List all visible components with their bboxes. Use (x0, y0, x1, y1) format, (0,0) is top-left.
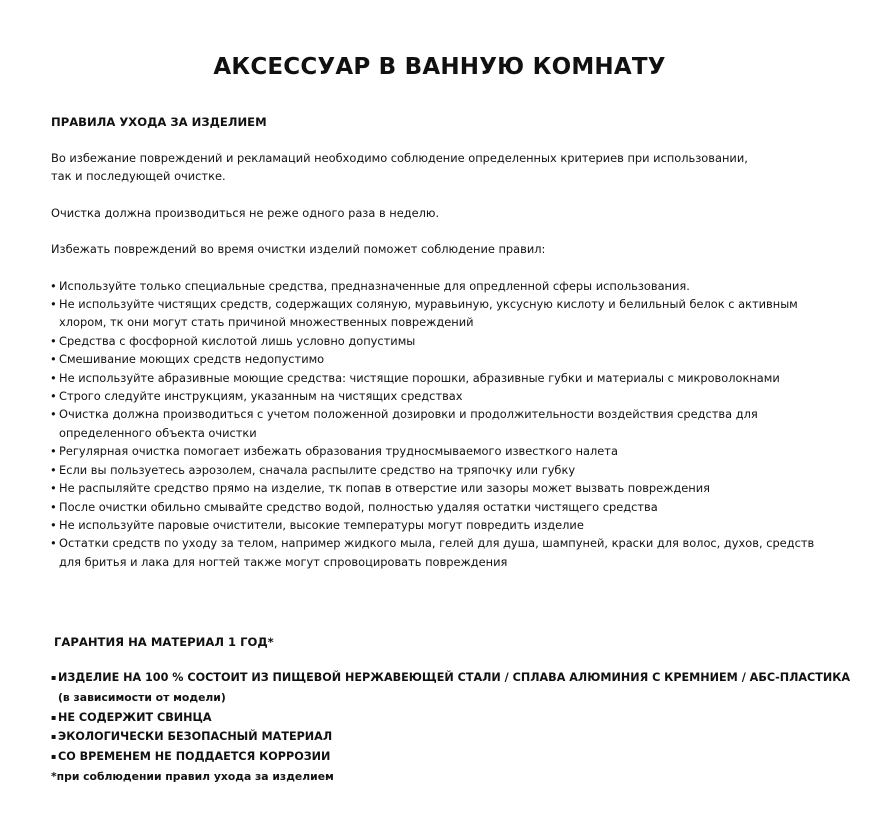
rule-item: • Используйте только специальные средства, предназначенные для опредленной сферы использования. (51, 277, 851, 295)
rule-item: • Остатки средств по уходу за телом, например жидкого мыла, гелей для душа, шампуней, краски для волос, духов, средств для бритья и лака для ногтей также могут спровоцировать повреждения (51, 534, 824, 571)
rule-item: • Смешивание моющих средств недопустимо (51, 350, 851, 368)
care-heading: ПРАВИЛА УХОДА ЗА ИЗДЕЛИЕМ (51, 115, 267, 129)
rule-item: • Не используйте абразивные моющие средства: чистящие порошки, абразивные губки и материалы с микроволокнами (51, 369, 851, 387)
care-intro-line1: Во избежание повреждений и рекламаций необходимо соблюдение определенных критериев при использовании, (51, 151, 748, 165)
warranty-item-material: ИЗДЕЛИЕ НА 100 % СОСТОИТ ИЗ ПИЩЕВОЙ НЕРЖАВЕЮЩЕЙ СТАЛИ / СПЛАВА АЛЮМИНИЯ С КРЕМНИЕМ / АБС-ПЛАСТИКА (58, 671, 851, 684)
warranty-list (51, 668, 851, 767)
care-frequency: Очистка должна производиться не реже одного раза в неделю. (51, 205, 440, 220)
rule-item: • Очистка должна производиться с учетом положенной дозировки и продолжительности воздействия средства для определенного объекта очистки (51, 405, 759, 442)
rule-item: • Средства с фосфорной кислотой лишь условно допустимы (51, 332, 851, 350)
care-rules-list (51, 277, 851, 572)
rule-item: • Регулярная очистка помогает избежать образования трудносмываемого известкого налета (51, 442, 851, 460)
warranty-section (51, 633, 851, 786)
rule-item: • Если вы пользуетесь аэрозолем, сначала распылите средство на тряпочку или губку (51, 461, 851, 479)
rule-item: • Не распыляйте средство прямо на изделие, тк попав в отверстие или зазоры может вызвать повреждения (51, 479, 851, 497)
warranty-item (51, 668, 851, 708)
rule-item: • После очистки обильно смывайте средство водой, полностью удаляя остатки чистящего средства (51, 498, 851, 516)
warranty-item: ▪ ЭКОЛОГИЧЕСКИ БЕЗОПАСНЫЙ МАТЕРИАЛ (51, 727, 851, 747)
warranty-item-material-note: (в зависимости от модели) (58, 690, 226, 704)
rule-item: • Не используйте чистящих средств, содержащих соляную, муравьиную, уксусную кислоту и белильный белок с активным хлором, тк они могут стать причиной множественных повреждений (51, 295, 834, 332)
care-intro-line2: так и последующей очистке. (51, 169, 226, 184)
warranty-footnote: *при соблюдении правил ухода за изделием (51, 769, 334, 783)
page-title: АКСЕССУАР В ВАННУЮ КОМНАТУ (213, 54, 666, 80)
warranty-heading: ГАРАНТИЯ НА МАТЕРИАЛ 1 ГОД* (54, 635, 274, 649)
care-section (51, 113, 851, 571)
rule-item: • Не используйте паровые очистители, высокие температуры могут повредить изделие (51, 516, 851, 534)
rule-item: • Строго следуйте инструкциям, указанным на чистящих средствах (51, 387, 851, 405)
warranty-item: ▪ СО ВРЕМЕНЕМ НЕ ПОДДАЕТСЯ КОРРОЗИИ (51, 747, 851, 767)
warranty-item: ▪ НЕ СОДЕРЖИТ СВИНЦА (51, 708, 851, 728)
care-intro (51, 149, 851, 186)
care-rules-lead: Избежать повреждений во время очистки изделий поможет соблюдение правил: (51, 242, 546, 257)
